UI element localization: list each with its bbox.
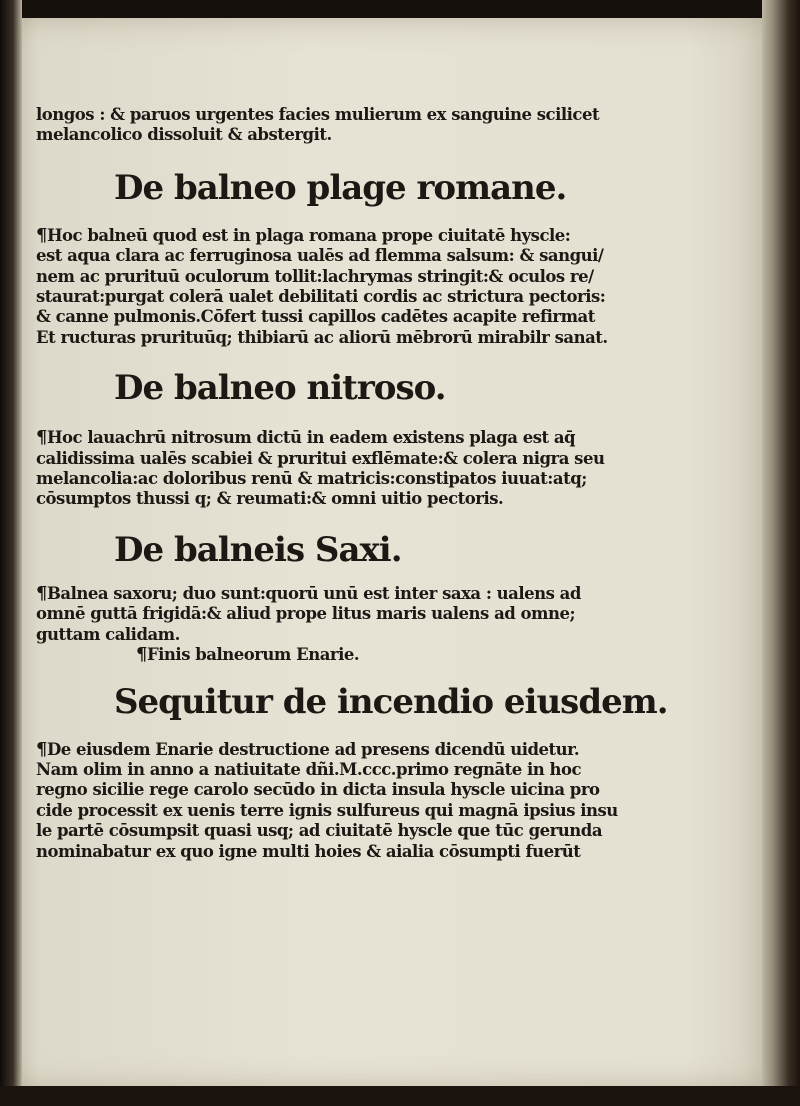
section-heading: Sequitur de incendio eiusdem. [114,681,668,722]
text-line: est aqua clara ac ferruginosa ualēs ad flemma salsum: & sangui/ [36,246,604,266]
text-line: ¶De eiusdem Enarie destructione ad presens dicendū uidetur. [36,738,580,760]
text-line: Et ructuras prurituūq; thibiarū ac aliorū mēbrorū mirabilr sanat. [36,327,608,347]
bottom-margin-shadow [0,1086,800,1106]
pilcrow-mark: ¶ [136,644,147,666]
section-heading: De balneo plage romane. [114,167,567,208]
text-line: cide processit ex uenis terre ignis sulfureus qui magnā ipsius insu [36,800,618,820]
text-line: & canne pulmonis.Cōfert tussi capillos cadētes acapite refirmat [36,307,595,327]
text-line: melancolia:ac doloribus renū & matricis:constipatos iuuat:atq; [36,469,587,489]
text-line: cōsumptos thussi q; & reumati:& omni uitio pectoris. [36,489,504,509]
text-line: guttam calidam. [36,624,180,644]
pilcrow-mark: ¶ [36,738,47,760]
pilcrow-mark: ¶ [36,224,47,246]
book-spine [0,0,22,1106]
text-line: nem ac prurituū oculorum tollit:lachrymas stringit:& oculos re/ [36,266,594,286]
section-paragraph [36,427,605,510]
text-line: staurat:purgat colerā ualet debilitati cordis ac strictura pectoris: [36,287,606,307]
pilcrow-mark: ¶ [36,582,47,604]
text-line: calidissima ualēs scabiei & pruritui exflēmate:& colera nigra seu [36,448,605,468]
text-line: nominabatur ex quo igne multi hoies & aialia cōsumpti fuerūt [36,841,581,861]
section-heading: De balneis Saxi. [114,529,402,570]
section-paragraph [36,584,596,666]
text-line: regno sicilie rege carolo secūdo in dicta insula hyscle uicina pro [36,780,600,800]
text-line: ¶Hoc balneū quod est in plaga romana prope ciuitatē hyscle: [36,224,571,246]
section-heading: De balneo nitroso. [114,368,446,409]
text-line: ¶Balnea saxoru; duo sunt:quorū unū est inter saxa : ualens ad [36,582,581,604]
text-line: melancolico dissoluit & abstergit. [36,125,332,145]
section-paragraph [36,224,608,348]
pilcrow-mark: ¶ [36,427,47,449]
text-line: Nam olim in anno a natiuitate dñi.M.ccc.primo regnāte in hoc [36,759,582,779]
finis-line: ¶Finis balneorum Enarie. [136,644,360,666]
text-line: omnē guttā frigidā:& aliud prope litus maris ualens ad omne; [36,604,576,624]
text-line: longos : & paruos urgentes facies mulierum ex sanguine scilicet [36,105,600,124]
text-line: ¶Hoc lauachrū nitrosum dictū in eadem existens plaga est aq̄ [36,427,576,449]
intro-paragraph [36,105,600,146]
page-fore-edge [762,0,800,1106]
text-line: le partē cōsumpsit quasi usq; ad ciuitatē hyscle que tūc gerunda [36,821,603,841]
text-block [36,105,668,862]
section-paragraph [36,738,618,862]
